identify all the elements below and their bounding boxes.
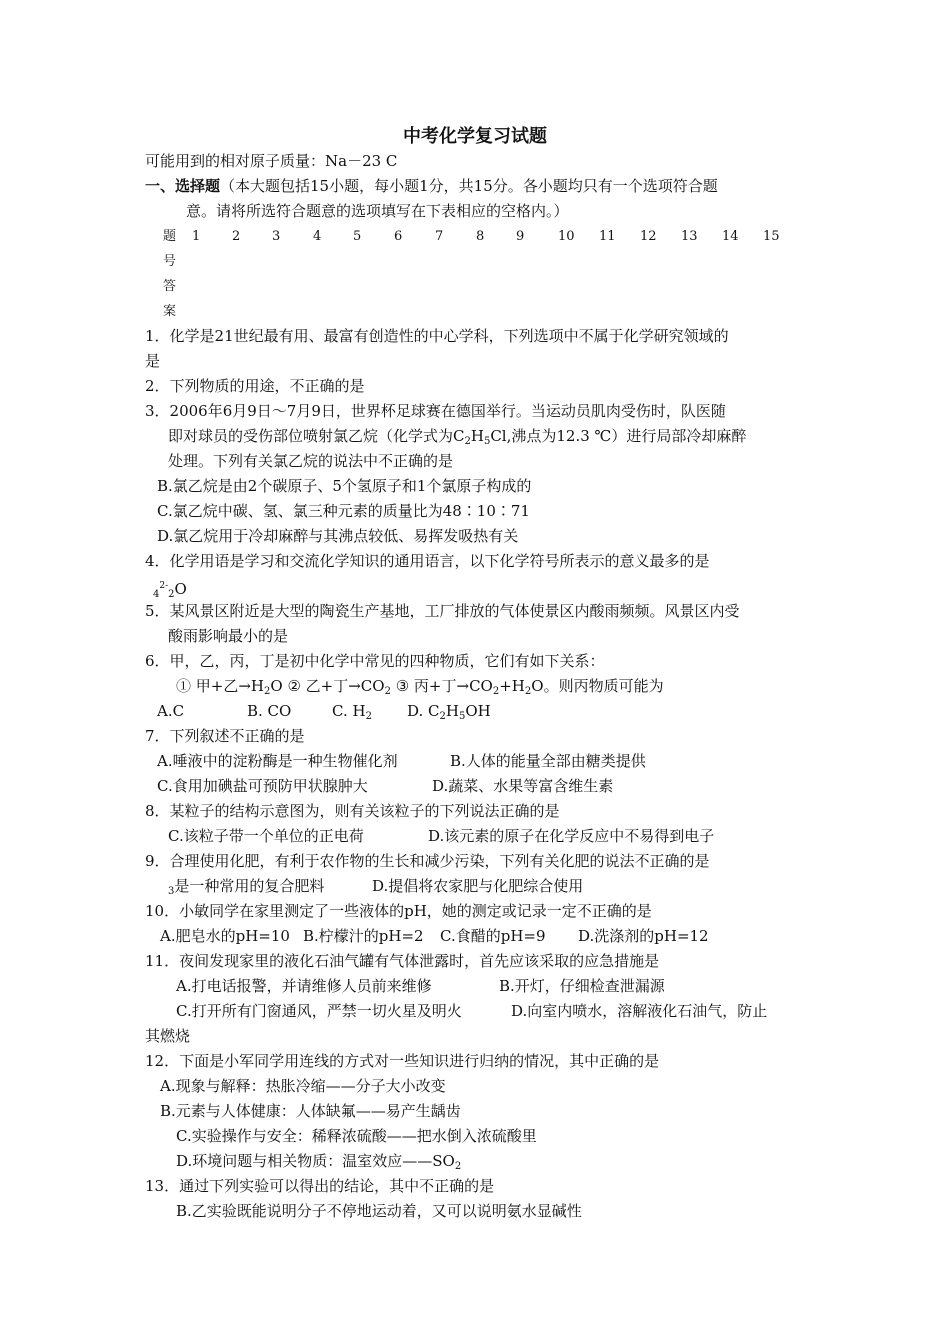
table-number: 7 [435, 229, 444, 244]
question-10: 10．小敏同学在家里测定了一些液体的pH，她的测定或记录一定不正确的是 [145, 902, 652, 920]
question-3-option-b: B.氯乙烷是由2个碳原子、5个氢原子和1个氯原子构成的 [157, 477, 532, 495]
page-title: 中考化学复习试题 [403, 126, 547, 147]
question-3-option-c: C.氯乙烷中碳、氢、氯三种元素的质量比为48∶10∶71 [157, 502, 530, 520]
question-1-cont: 是 [145, 352, 161, 370]
question-6-option-a: A.C [157, 702, 185, 720]
section-1-heading: 一、选择题 [145, 177, 221, 195]
question-7-option-c: C.食用加碘盐可预防甲状腺肿大 [157, 777, 368, 795]
table-number: 5 [353, 229, 362, 244]
table-header-label-2: 号 [163, 254, 177, 269]
question-9-option-d: D.提倡将农家肥与化肥综合使用 [372, 877, 584, 895]
question-10-option-b: B.柠檬汁的pH=2 [303, 927, 424, 945]
question-6: 6．甲，乙，丙，丁是初中化学中常见的四种物质，它们有如下关系： [145, 652, 605, 670]
table-answer-label-2: 案 [163, 304, 177, 319]
table-header-label-1: 题 [163, 229, 177, 244]
question-4: 4．化学用语是学习和交流化学知识的通用语言，以下化学符号所表示的意义最多的是 [145, 552, 710, 570]
question-7-option-a: A.唾液中的淀粉酶是一种生物催化剂 [157, 752, 398, 770]
question-8: 8．某粒子的结构示意图为，则有关该粒子的下列说法正确的是 [145, 802, 560, 820]
table-number: 14 [722, 229, 739, 244]
table-number: 9 [516, 229, 525, 244]
question-10-option-a: A.肥皂水的pH=10 [160, 927, 290, 945]
question-11-option-d: D.向室内喷水，溶解液化石油气，防止 [511, 1002, 768, 1020]
question-8-option-d: D.该元素的原子在化学反应中不易得到电子 [428, 827, 715, 845]
question-13: 13．通过下列实验可以得出的结论，其中不正确的是 [145, 1177, 495, 1195]
question-2: 2．下列物质的用途，不正确的是 [145, 377, 365, 395]
question-7-option-d: D.蔬菜、水果等富含维生素 [432, 777, 614, 795]
section-1-desc-cont: 意。请将所选符合题意的选项填写在下表相应的空格内。） [186, 202, 569, 220]
table-number: 8 [476, 229, 485, 244]
question-10-option-c: C.食醋的pH=9 [440, 927, 546, 945]
question-6-option-c: C. $H_2$ [332, 702, 372, 722]
question-7-option-b: B.人体的能量全部由糖类提供 [450, 752, 646, 770]
section-1-intro [145, 175, 718, 197]
question-11-option-a: A.打电话报警，并请维修人员前来维修 [176, 977, 432, 995]
table-number: 15 [763, 229, 780, 244]
question-11-option-c: C.打开所有门窗通风，严禁一切火星及明火 [176, 1002, 462, 1020]
question-10-option-d: D.洗涤剂的pH=12 [578, 927, 709, 945]
question-6-option-b: B. CO [247, 702, 292, 720]
question-7: 7．下列叙述不正确的是 [145, 727, 305, 745]
question-5-cont: 酸雨影响最小的是 [168, 627, 289, 645]
table-number: 13 [681, 229, 698, 244]
question-11: 11．夜间发现家里的液化石油气罐有气体泄露时，首先应该采取的应急措施是 [145, 952, 660, 970]
table-number: 10 [558, 229, 575, 244]
question-11-cont: 其燃烧 [145, 1027, 191, 1045]
table-number: 1 [192, 229, 201, 244]
question-6-relations: ① 甲+乙$\to H_2O$ ② 乙+丁$\to CO_2$ ③ 丙+丁$\to CO_2+H_2O$。则丙物质可能为 [176, 677, 664, 697]
table-number: 12 [640, 229, 657, 244]
section-1-desc: （本大题包括15小题，每小题1分，共15分。各小题均只有一个选项符合题 [220, 177, 718, 195]
question-12-option-d: D.环境问题与相关物质：温室效应$——SO_2$ [176, 1152, 462, 1172]
question-4-formula: $_4^{2-}_2$O [153, 580, 187, 600]
atomic-mass-note: 可能用到的相对原子质量：Na－23 C [145, 152, 398, 170]
question-12: 12．下面是小军同学用连线的方式对一些知识进行归纳的情况，其中正确的是 [145, 1052, 660, 1070]
question-1: 1．化学是21世纪最有用、最富有创造性的中心学科，下列选项中不属于化学研究领域的 [145, 327, 729, 345]
question-3-cont: 即对球员的受伤部位喷射氯乙烷（化学式为$C_2H_5Cl$,沸点为12.3 ℃）进行局部冷却麻醉 [168, 427, 747, 447]
table-number: 3 [272, 229, 281, 244]
question-3-option-d: D.氯乙烷用于冷却麻醉与其沸点较低、易挥发吸热有关 [157, 527, 519, 545]
table-number: 6 [394, 229, 403, 244]
question-12-option-b: B.元素与人体健康：人体缺氟——易产生龋齿 [160, 1102, 461, 1120]
table-answer-label-1: 答 [163, 279, 177, 294]
question-6-option-d: D. $C_2H_5OH$ [407, 702, 491, 722]
question-5: 5．某风景区附近是大型的陶瓷生产基地，工厂排放的气体使景区内酸雨频频。风景区内受 [145, 602, 740, 620]
question-8-option-c: C.该粒子带一个单位的正电荷 [168, 827, 364, 845]
question-3: 3．2006年6月9日～7月9日，世界杯足球赛在德国举行。当运动员肌肉受伤时，队医随 [145, 402, 726, 420]
question-13-option-b: B.乙实验既能说明分子不停地运动着，又可以说明氨水显碱性 [176, 1202, 582, 1220]
table-number: 4 [313, 229, 322, 244]
question-12-option-a: A.现象与解释：热胀冷缩——分子大小改变 [160, 1077, 446, 1095]
table-number: 2 [232, 229, 241, 244]
question-3-cont: 处理。下列有关氯乙烷的说法中不正确的是 [168, 452, 454, 470]
question-9-option-c: $_3$是一种常用的复合肥料 [168, 877, 325, 897]
question-11-option-b: B.开灯，仔细检查泄漏源 [499, 977, 665, 995]
table-number: 11 [599, 229, 616, 244]
question-9: 9．合理使用化肥，有利于农作物的生长和减少污染，下列有关化肥的说法不正确的是 [145, 852, 710, 870]
question-12-option-c: C.实验操作与安全：稀释浓硫酸——把水倒入浓硫酸里 [176, 1127, 537, 1145]
